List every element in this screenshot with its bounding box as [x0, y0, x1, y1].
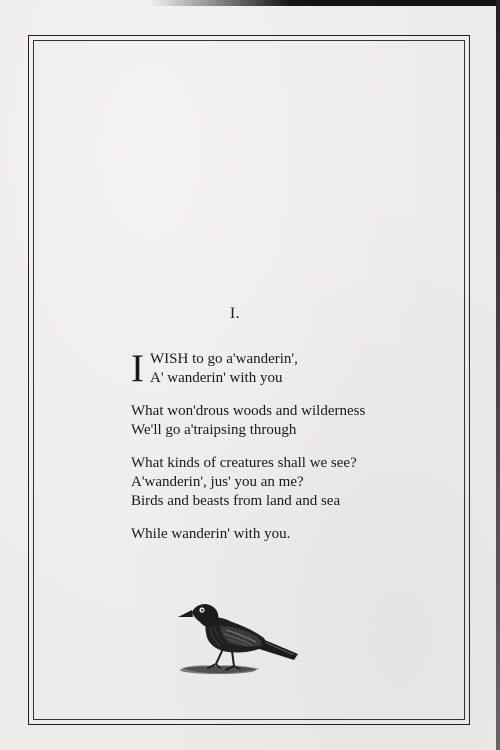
- crow-icon: [176, 598, 302, 680]
- poem-line: Birds and beasts from land and sea: [131, 493, 341, 509]
- poem-line: A' wanderin' with you: [150, 370, 283, 386]
- drop-cap: I: [131, 347, 144, 390]
- poem-line: A'wanderin', jus' you an me?: [131, 474, 304, 490]
- poem-line: What kinds of creatures shall we see?: [131, 455, 357, 471]
- poem-line: We'll go a'traipsing through: [131, 422, 297, 438]
- scan-shadow-right: [496, 0, 500, 750]
- stanza-4: [131, 525, 451, 544]
- poem-body: [131, 347, 451, 558]
- poem-line: WISH to go a'wanderin',: [150, 351, 298, 367]
- poem-line: What won'drous woods and wilderness: [131, 403, 366, 419]
- stanza-3: [131, 454, 451, 511]
- stanza-2: [131, 402, 451, 440]
- scan-shadow-top: [150, 0, 500, 6]
- poem-section-number: I.: [229, 305, 241, 322]
- poem-line: While wanderin' with you.: [131, 526, 291, 542]
- stanza-1: [131, 347, 451, 390]
